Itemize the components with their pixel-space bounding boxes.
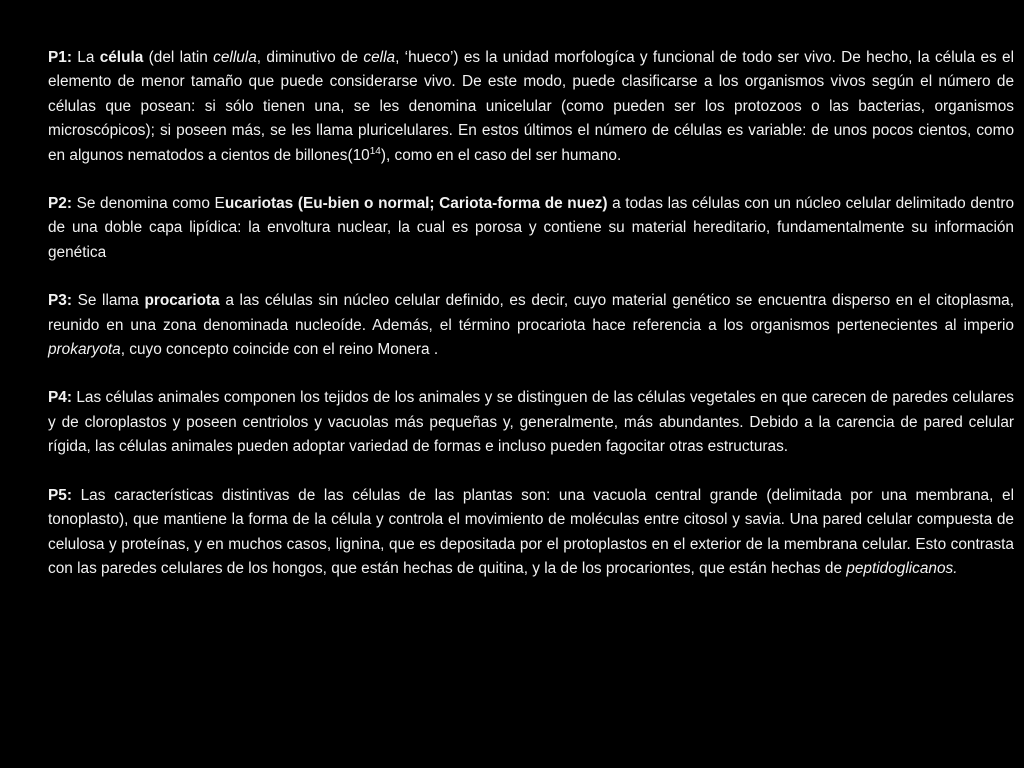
- term-procariota: procariota: [144, 292, 220, 310]
- text-segment: , ‘hueco’) es la unidad morfologíca y funcional de todo ser vivo. De hecho, la célula es el elemento de menor tamaño que puede considerarse vivo. De este modo, puede clasificarse a los organismos vivos según el número de células que posean: si sólo tienen una, se les denomina unicelular (como pueden ser los protozoos o las bacterias, organismos microscópicos); si poseen más, se les llama pluricelulares. En estos últimos el número de células es variable: de unos pocos cientos, como en algunos nematodos a cientos de billones(10: [48, 49, 1015, 164]
- paragraph-p1: [48, 46, 1014, 168]
- paragraph-label: P3:: [48, 292, 72, 310]
- paragraph-p5: [48, 484, 1014, 582]
- text-segment: ), como en el caso del ser humano.: [380, 146, 622, 164]
- text-segment: Se denomina como E: [71, 195, 225, 213]
- slide-body: [48, 46, 1014, 605]
- text-segment: Las células animales componen los tejidos de los animales y se distinguen de las células vegetales en que carecen de paredes celulares y de cloroplastos y poseen centriolos y vacuolas más pequeñas y, generalmente, más abundantes. Debido a la carencia de pared celular rígida, las células animales pueden adoptar variedad de formas e incluso pueden fagocitar otras estructuras.: [48, 389, 1014, 456]
- paragraph-label: P4:: [48, 389, 72, 407]
- exponent: 14: [369, 145, 381, 157]
- paragraph-p3: [48, 289, 1014, 362]
- text-segment: Se llama: [71, 292, 145, 310]
- term-eucariotas: ucariotas (Eu-bien o normal; Cariota-forma de nuez): [224, 195, 608, 213]
- text-segment: a todas las células con un núcleo celular delimitado dentro de una doble capa lipídica: la envoltura nuclear, la cual es porosa y contiene su material hereditario, fundamentalmente su información genética: [48, 195, 1014, 261]
- paragraph-p4: [48, 386, 1014, 459]
- term-celula: célula: [99, 49, 144, 66]
- text-segment: Las características distintivas de las células de las plantas son: una vacuola central grande (delimitada por una membrana, el tonoplasto), que mantiene la forma de la célula y controla el movimiento de moléculas entre citosol y savia. Una pared celular compuesta de celulosa y proteínas, y en muchos casos, lignina, que es depositada por el protoplastos en el exterior de la membrana celular. Esto contrasta con las paredes celulares de los hongos, que están hechas de quitina, y la de los procariontes, que están hechas de: [48, 486, 1014, 577]
- paragraph-label: P1:: [48, 49, 72, 66]
- paragraph-label: P2:: [48, 195, 72, 213]
- term-cellula: cellula: [213, 49, 257, 66]
- term-cella: cella: [363, 49, 396, 66]
- text-segment: (del latin: [143, 49, 214, 66]
- text-segment: La: [71, 49, 100, 66]
- text-segment: , diminutivo de: [256, 49, 364, 66]
- text-segment: , cuyo concepto coincide con el reino Monera .: [120, 341, 439, 359]
- text-segment: a las células sin núcleo celular definido, es decir, cuyo material genético se encuentra disperso en el citoplasma, reunido en una zona denominada nucleoíde. Además, el término procariota hace referencia a los organismos pertenecientes al imperio: [48, 292, 1014, 334]
- paragraph-p2: [48, 192, 1014, 265]
- term-prokaryota: prokaryota: [48, 341, 121, 359]
- term-peptidoglicanos: peptidoglicanos.: [846, 559, 958, 577]
- paragraph-label: P5:: [48, 486, 72, 504]
